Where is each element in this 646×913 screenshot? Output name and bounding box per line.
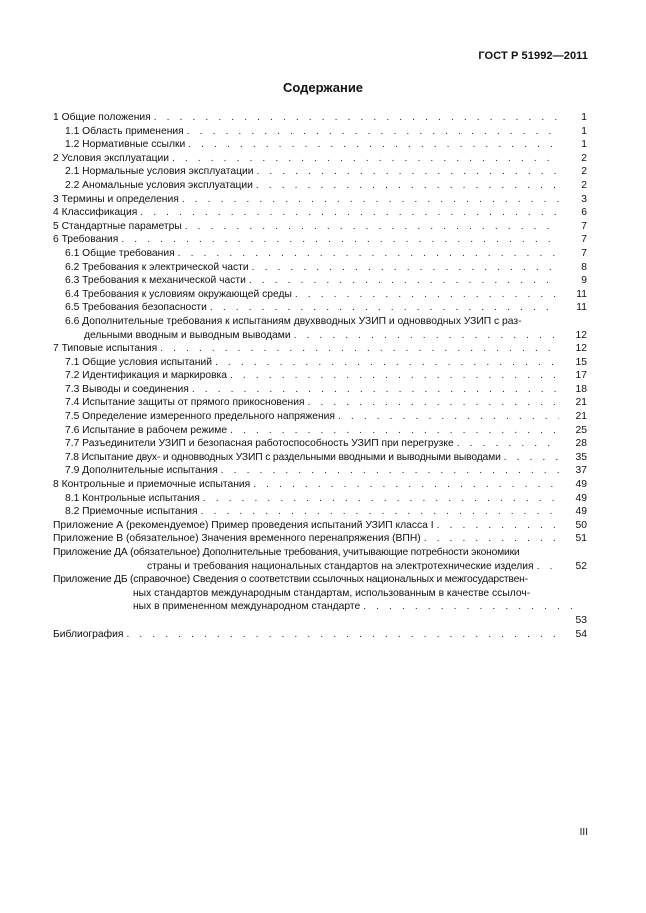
leader-dots <box>294 329 559 343</box>
toc-entry-title: 6.6 Дополнительные требования к испытаниям двухвводных УЗИП и одновводных УЗИП с раз- <box>65 315 522 327</box>
toc-entry[interactable] <box>53 492 587 506</box>
leader-dots <box>537 560 559 574</box>
toc-entry-title: 6.5 Требования безопасности <box>65 302 207 314</box>
toc-entry-page: 8 <box>581 261 587 273</box>
leader-dots <box>201 505 559 519</box>
leader-dots <box>178 247 559 261</box>
leader-dots <box>221 464 559 478</box>
toc-entry[interactable] <box>53 288 587 302</box>
toc-entry-page: 51 <box>575 533 587 545</box>
toc-entry-title: 6.4 Требования к условиям окружающей среды <box>65 288 292 300</box>
toc-entry[interactable] <box>53 383 587 397</box>
toc-entry[interactable] <box>53 424 587 438</box>
toc-entry-page: 49 <box>575 506 587 518</box>
toc-entry-page: 9 <box>581 275 587 287</box>
toc-entry-page: 11 <box>576 288 587 300</box>
leader-dots <box>121 233 559 247</box>
toc-entry-title: Приложение ДА (обязательное) Дополнительные требования, учитывающие потребности экономики <box>53 547 520 558</box>
toc-entry[interactable] <box>53 111 587 125</box>
toc-entry-title: Приложение ДБ (справочное) Сведения о соответствии ссылочных национальных и межгосударствен- <box>53 574 528 586</box>
leader-dots <box>185 220 559 234</box>
toc-entry-page: 2 <box>581 152 587 164</box>
leader-dots <box>203 492 559 506</box>
page-number: III <box>579 827 588 838</box>
toc-entry-page: 7 <box>581 234 587 246</box>
toc-entry-page: 15 <box>575 356 587 368</box>
toc-entry[interactable] <box>53 247 587 261</box>
toc-entry[interactable] <box>53 505 587 519</box>
toc-entry[interactable] <box>53 233 587 247</box>
toc-entry-title: 4 Классификация <box>53 207 138 219</box>
toc-entry-page: 17 <box>575 370 587 382</box>
toc-entry-page: 6 <box>581 207 587 219</box>
toc-entry-page: 7 <box>581 220 587 232</box>
toc-entry-title-cont: ных стандартов международным стандартам, использованным в качестве ссылоч- <box>133 587 531 599</box>
toc-entry[interactable] <box>53 451 587 465</box>
leader-dots <box>230 369 559 383</box>
leader-dots <box>182 193 559 207</box>
toc-entry-title: 7.9 Дополнительные испытания <box>65 465 218 477</box>
toc-entry-title: 7.1 Общие условия испытаний <box>65 356 212 368</box>
toc-entry[interactable] <box>53 546 587 573</box>
toc-entry-title: Приложение А (рекомендуемое) Пример проведения испытаний УЗИП класса I <box>53 519 434 531</box>
leader-dots <box>457 437 559 451</box>
toc-entry-title: 1.1 Область применения <box>65 125 184 137</box>
leader-dots <box>126 628 559 642</box>
page-title: Содержание <box>282 80 364 95</box>
toc-entry-title: 8 Контрольные и приемочные испытания <box>53 479 251 491</box>
toc-entry-title: 6.1 Общие требования <box>65 247 175 259</box>
toc-entry-title: 1.2 Нормативные ссылки <box>65 139 186 151</box>
toc-entry-title: 6 Требования <box>53 234 119 246</box>
leader-dots <box>249 274 559 288</box>
toc-entry-title-cont: дельными вводным и выводным выводами <box>84 329 291 341</box>
toc-entry-title-cont: страны и требования национальных стандартов на электротехнические изделия <box>147 560 534 572</box>
toc-entry-page: 1 <box>581 112 587 123</box>
leader-dots <box>256 179 559 193</box>
toc-entry-title: 2 Условия эксплуатации <box>53 152 169 164</box>
toc-entry-title: Библиография <box>53 628 124 640</box>
toc-entry-page: 2 <box>581 166 587 178</box>
toc-entry-title: 6.2 Требования к электрической части <box>65 261 249 273</box>
toc-entry-page: 50 <box>575 519 587 531</box>
toc-entry-title: 7.5 Определение измеренного предельного напряжения <box>65 411 335 423</box>
leader-dots <box>187 125 559 139</box>
toc-entry[interactable] <box>53 396 587 410</box>
toc-entry[interactable] <box>53 274 587 288</box>
table-of-contents <box>53 111 587 641</box>
toc-entry[interactable] <box>53 532 587 546</box>
toc-entry[interactable] <box>53 193 587 207</box>
leader-dots <box>215 356 559 370</box>
toc-entry-page: 2 <box>581 179 587 191</box>
toc-entry[interactable] <box>53 138 587 152</box>
toc-entry-title: 8.1 Контрольные испытания <box>65 492 200 504</box>
leader-dots <box>172 152 559 166</box>
toc-entry-page: 49 <box>575 492 587 504</box>
toc-entry[interactable] <box>53 301 587 315</box>
toc-entry-title: 6.3 Требования к механической части <box>65 275 246 287</box>
toc-entry[interactable] <box>53 165 587 179</box>
toc-entry-title: 7.3 Выводы и соединения <box>65 383 189 395</box>
toc-entry-title: 7 Типовые испытания <box>53 343 158 355</box>
toc-entry-title: 7.7 Разъединители УЗИП и безопасная работоспособность УЗИП при перегрузке <box>65 438 454 450</box>
toc-entry-title: 7.2 Идентификация и маркировка <box>65 370 228 382</box>
toc-entry-title: 2.1 Нормальные условия эксплуатации <box>65 166 254 178</box>
leader-dots <box>192 383 559 397</box>
toc-entry[interactable] <box>53 410 587 424</box>
toc-entry[interactable] <box>53 369 587 383</box>
toc-entry[interactable] <box>53 152 587 166</box>
toc-entry[interactable] <box>53 261 587 275</box>
toc-entry-page: 7 <box>581 247 587 259</box>
toc-entry-page: 11 <box>576 302 587 314</box>
toc-entry-title: 8.2 Приемочные испытания <box>65 506 198 518</box>
toc-entry-title: 7.4 Испытание защиты от прямого прикосновения <box>65 397 305 409</box>
toc-entry[interactable] <box>53 220 587 234</box>
toc-entry-page: 21 <box>575 411 587 423</box>
toc-entry[interactable] <box>53 342 587 356</box>
toc-entry[interactable] <box>53 519 587 533</box>
toc-entry-page: 1 <box>581 139 587 151</box>
toc-entry[interactable] <box>53 478 587 492</box>
toc-entry-page: 21 <box>575 397 587 409</box>
toc-entry[interactable] <box>53 437 587 451</box>
toc-entry[interactable] <box>53 206 587 220</box>
toc-entry-title: 3 Термины и определения <box>53 193 179 205</box>
leader-dots <box>210 301 559 315</box>
toc-entry-page: 49 <box>575 479 587 491</box>
leader-dots <box>437 519 559 533</box>
leader-dots <box>424 532 559 546</box>
toc-entry-title: Приложение В (обязательное) Значения временного перенапряжения (ВПН) <box>53 533 421 545</box>
leader-dots <box>308 396 559 410</box>
document-code: ГОСТ Р 51992—2011 <box>478 50 588 62</box>
toc-entry-page: 37 <box>575 465 587 477</box>
toc-entry-title: 7.6 Испытание в рабочем режиме <box>65 424 228 436</box>
leader-dots <box>154 111 559 125</box>
leader-dots <box>230 424 559 438</box>
toc-entry-page: 1 <box>581 125 587 137</box>
toc-entry[interactable] <box>53 573 587 627</box>
leader-dots <box>338 410 559 424</box>
leader-dots <box>160 342 559 356</box>
leader-dots <box>504 451 559 465</box>
toc-entry[interactable] <box>53 315 587 342</box>
toc-entry-page: 28 <box>575 438 587 450</box>
toc-entry-page: 52 <box>575 560 587 572</box>
toc-entry[interactable] <box>53 125 587 139</box>
toc-entry-page: 54 <box>575 628 587 640</box>
toc-entry-page: 18 <box>575 383 587 395</box>
toc-entry-page: 12 <box>575 329 587 341</box>
toc-entry-page: 25 <box>575 424 587 436</box>
leader-dots <box>253 478 559 492</box>
leader-dots <box>295 288 559 302</box>
toc-entry-page: 12 <box>575 343 587 355</box>
toc-entry-title-cont: ных в примененном международном стандарте <box>133 601 361 613</box>
leader-dots <box>252 261 559 275</box>
leader-dots <box>363 600 583 614</box>
toc-entry[interactable] <box>53 628 587 642</box>
toc-entry-page: 3 <box>581 193 587 205</box>
toc-entry-title: 1 Общие положения <box>53 112 151 123</box>
leader-dots <box>188 138 559 152</box>
toc-entry-page: 35 <box>575 451 587 463</box>
toc-entry[interactable] <box>53 356 587 370</box>
toc-entry-title: 7.8 Испытание двух- и одновводных УЗИП с раздельными вводными и выводными выводами <box>65 451 501 463</box>
toc-entry[interactable] <box>53 179 587 193</box>
toc-entry-title: 2.2 Аномальные условия эксплуатации <box>65 179 253 191</box>
leader-dots <box>140 206 559 220</box>
toc-entry-page: 53 <box>575 614 587 626</box>
toc-entry-title: 5 Стандартные параметры <box>53 220 182 232</box>
leader-dots <box>256 165 559 179</box>
toc-entry[interactable] <box>53 464 587 478</box>
